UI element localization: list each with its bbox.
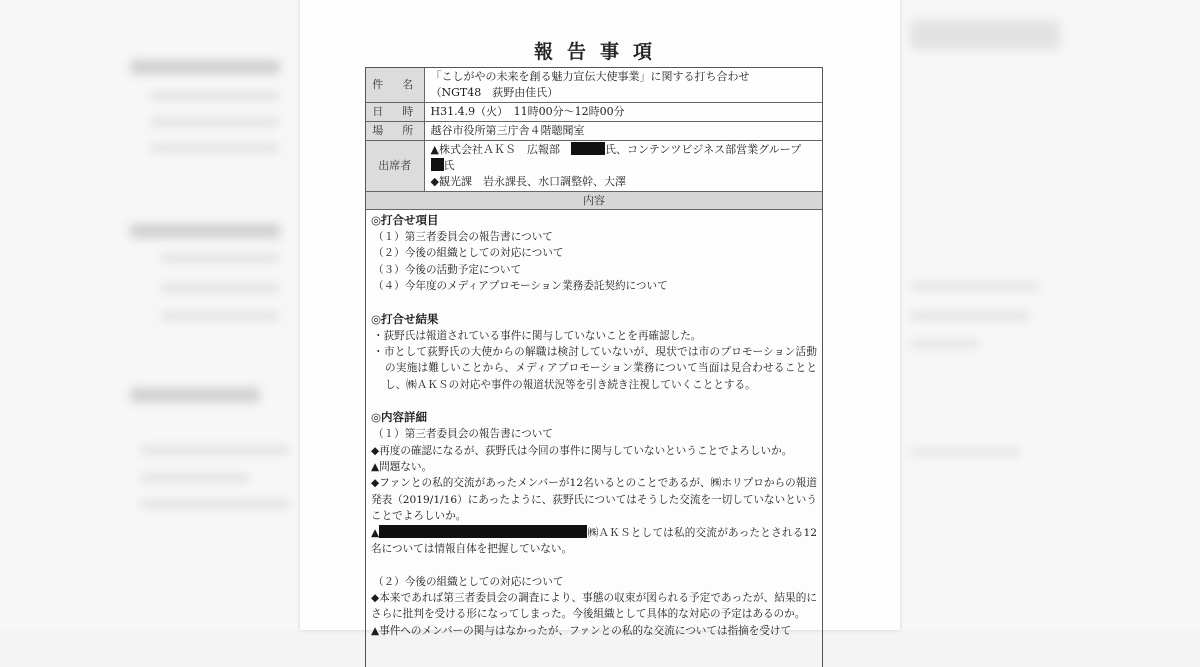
place-label: 場 所 (366, 122, 424, 141)
attendees-contents: 氏、コンテンツビジネス部営業グループ (604, 143, 813, 156)
question-1: ◆再度の確認になるが、荻野氏は今回の事件に関与していないということでよろしいか。 (371, 444, 793, 457)
attendees-aks: ▲株式会社ＡＫＳ 広報部 (430, 143, 571, 156)
subject-value (424, 68, 822, 103)
datetime-label: 日 時 (366, 103, 424, 122)
document-title: 報告事項 (533, 41, 666, 63)
attendees-line2: ◆観光課 岩永課長、水口調整幹、大澤 (430, 175, 626, 188)
result-item: ・荻野氏は報道されている事件に関与していないことを再確認した。 (373, 329, 702, 342)
blurred-background-left (0, 0, 300, 630)
details-heading: ◎内容詳細 (371, 410, 428, 425)
attendees-label: 出席者 (366, 141, 424, 192)
agenda-item: （２）今後の組織としての対応について (373, 247, 564, 260)
question-2: ◆ファンとの私的交流があったメンバーが12名いるとのことであるが、㈱ホリプロからの報道発表（2019/1/16）にあったように、荻野氏についてはそうした交流を一切していないということでよろしいか。 (371, 477, 817, 523)
agenda-item: （１）第三者委員会の報告書について (373, 231, 553, 243)
result-item: ・市として荻野氏の大使からの解職は検討していないが、現状では市のプロモーション活動の実施は難しいことから、メディアプロモーション業務について当面は見合わせることとし、㈱ＡＫＳの対応や事件の報道状況等を引き続き注視していくこととする。 (373, 346, 817, 391)
question-3: ◆本来であれば第三者委員会の調査により、事態の収束が図られる予定であったが、結果的にさらに批判を受ける形になってしまった。今後組織として具体的な対応の予定はあるのか。 (371, 591, 817, 621)
blurred-background-right (900, 0, 1200, 630)
answer-2 (371, 525, 817, 558)
attendees-row (366, 141, 822, 192)
subject-line2: （NGT48 荻野由佳氏） (430, 86, 559, 99)
attendees-value (424, 141, 822, 192)
redaction-block (431, 158, 444, 171)
place-value: 越谷市役所第三庁舎４階聴聞室 (424, 122, 822, 141)
attendees-suffix: 氏 (443, 159, 455, 172)
subject-row (366, 68, 822, 103)
content-body (366, 210, 822, 639)
datetime-value: H31.4.9（火） 11時00分～12時00分 (424, 103, 822, 122)
report-sheet (365, 67, 823, 667)
subject-line1: 「こしがやの未来を創る魅力宣伝大使事業」に関する打ち合わせ (430, 70, 750, 83)
redaction-block (379, 525, 587, 538)
results-heading: ◎打合せ結果 (371, 311, 439, 326)
details-subheading-2: （２）今後の組織としての対応について (373, 575, 564, 588)
datetime-row (366, 103, 822, 122)
agenda-item: （３）今後の活動予定について (373, 263, 522, 276)
agenda-item: （４）今年度のメディアプロモーション業務委託契約について (373, 280, 668, 293)
meta-table (366, 68, 822, 192)
place-row (366, 122, 822, 141)
answer-1: ▲問題ない。 (371, 461, 433, 474)
attendees-line1 (431, 142, 817, 174)
scanned-document (300, 0, 900, 637)
content-header: 内容 (366, 192, 822, 210)
details-subheading-1: （１）第三者委員会の報告書について (373, 428, 553, 441)
answer-3: ▲事件へのメンバーの関与はなかったが、ファンとの私的な交流については指摘を受けて (371, 624, 792, 637)
answer-marker: ▲ (371, 526, 380, 539)
subject-label: 件 名 (366, 68, 424, 103)
agenda-heading: ◎打合せ項目 (371, 213, 439, 227)
redaction-block (571, 142, 605, 155)
answer-2-text: ㈱ＡＫＳとしては私的交流があったとされる12名については情報自体を把握していない。 (371, 526, 817, 556)
